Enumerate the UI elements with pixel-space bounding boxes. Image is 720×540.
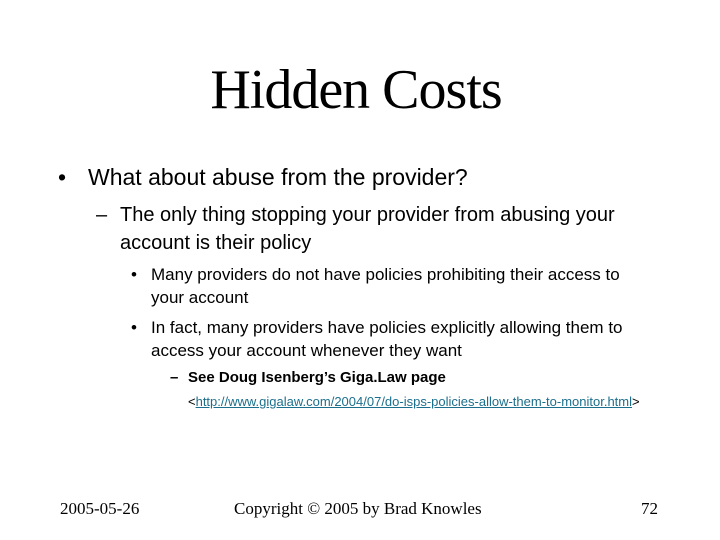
bullet-icon: • [131,265,137,284]
footer-date: 2005-05-26 [60,499,140,518]
bullet-text: What about abuse from the provider? [88,164,468,190]
link-open-bracket: < [188,394,196,409]
link-close-bracket: > [632,394,640,409]
bullet-text: The only thing stopping your provider from abusing your account is their policy [120,204,615,254]
dash-icon: – [170,369,179,386]
footer-copyright: Copyright © 2005 by Brad Knowles [234,499,482,518]
link-block [188,393,668,411]
bullet-text: Many providers do not have policies prohibiting their access to your account [151,265,620,307]
bullet-text: See Doug Isenberg’s Giga.Law page [188,369,446,386]
slide-title: Hidden Costs [210,59,502,121]
bullet-icon: • [131,318,137,337]
bullet-level-3 [131,263,671,309]
bullet-level-2 [96,201,696,257]
gigalaw-link[interactable]: http://www.gigalaw.com/2004/07/do-isps-policies-allow-them-to-monitor.html [195,394,633,409]
bullet-level-3 [131,316,671,362]
footer-page-number: 72 [641,499,658,518]
dash-icon: – [96,204,108,226]
bullet-text: In fact, many providers have policies explicitly allowing them to access your account whenever they want [151,318,623,360]
bullet-icon: • [58,164,67,190]
bullet-level-4 [170,368,670,388]
